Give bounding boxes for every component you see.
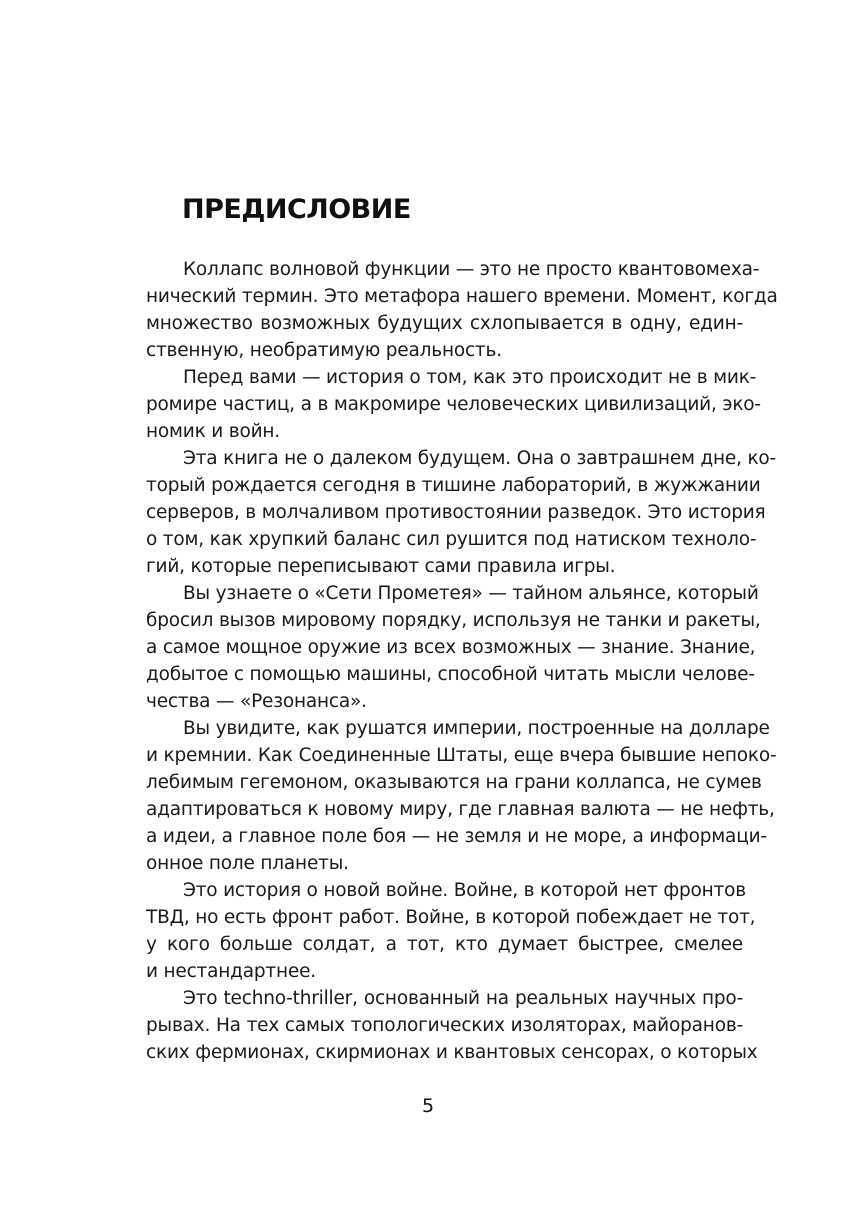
page-title: ПРЕДИСЛОВИЕ xyxy=(182,194,411,225)
text-line: а самое мощное оружие из всех возможных — знание. Знание, xyxy=(146,637,756,658)
text-line: онное поле планеты. xyxy=(146,853,349,874)
text-line: Это история о новой войне. Войне, в которой нет фронтов xyxy=(183,880,746,901)
text-line: Перед вами — история о том, как это происходит не в мик- xyxy=(183,367,757,388)
text-line: адаптироваться к новому миру, где главная валюта — не нефть, xyxy=(146,799,775,820)
text-line: Вы узнаете о «Сети Прометея» — тайном альянсе, который xyxy=(183,583,759,604)
text-line: Вы увидите, как рушатся империи, построенные на долларе xyxy=(183,718,770,739)
text-line: серверов, в молчаливом противостоянии разведок. Это история xyxy=(146,502,766,523)
text-line: ТВД, но есть фронт работ. Войне, в которой побеждает не тот, xyxy=(146,907,756,928)
text-line: множество возможных будущих схлопывается в одну, един- xyxy=(146,313,743,334)
text-line: у кого больше солдат, а тот, кто думает быстрее, смелее xyxy=(146,934,743,955)
text-line: Эта книга не о далеком будущем. Она о завтрашнем дне, ко- xyxy=(183,448,777,469)
text-line: Это techno-thriller, основанный на реальных научных про- xyxy=(183,988,743,1009)
page-number: 5 xyxy=(421,1095,435,1117)
text-line: добытое с помощью машины, способной читать мысли челове- xyxy=(146,664,755,685)
text-line: лебимым гегемоном, оказываются на грани коллапса, не сумев xyxy=(146,772,762,793)
text-line: торый рождается сегодня в тишине лабораторий, в жужжании xyxy=(146,475,761,496)
text-line: и нестандартнее. xyxy=(146,961,316,982)
text-line: номик и войн. xyxy=(146,421,280,442)
text-line: рывах. На тех самых топологических изоляторах, майоранов- xyxy=(146,1015,743,1036)
text-line: о том, как хрупкий баланс сил рушится под натиском техноло- xyxy=(146,529,757,550)
text-line: чества — «Резонанса». xyxy=(146,691,367,712)
text-line: и кремнии. Как Соединенные Штаты, еще вчера бывшие непоко- xyxy=(146,745,777,766)
text-line: ственную, необратимую реальность. xyxy=(146,340,502,361)
text-line: ских фермионах, скирмионах и квантовых сенсорах, о которых xyxy=(146,1042,758,1063)
text-line: гий, которые переписывают сами правила игры. xyxy=(146,556,616,577)
text-line: а идеи, а главное поле боя — не земля и не море, а информаци- xyxy=(146,826,767,847)
text-line: бросил вызов мировому порядку, используя не танки и ракеты, xyxy=(146,610,761,631)
text-line: Коллапс волновой функции — это не просто квантовомеха- xyxy=(183,259,760,280)
text-line: ромире частиц, а в макромире человеческих цивилизаций, эко- xyxy=(146,394,761,415)
text-line: нический термин. Это метафора нашего времени. Момент, когда xyxy=(146,286,778,307)
body-text xyxy=(146,256,778,1066)
